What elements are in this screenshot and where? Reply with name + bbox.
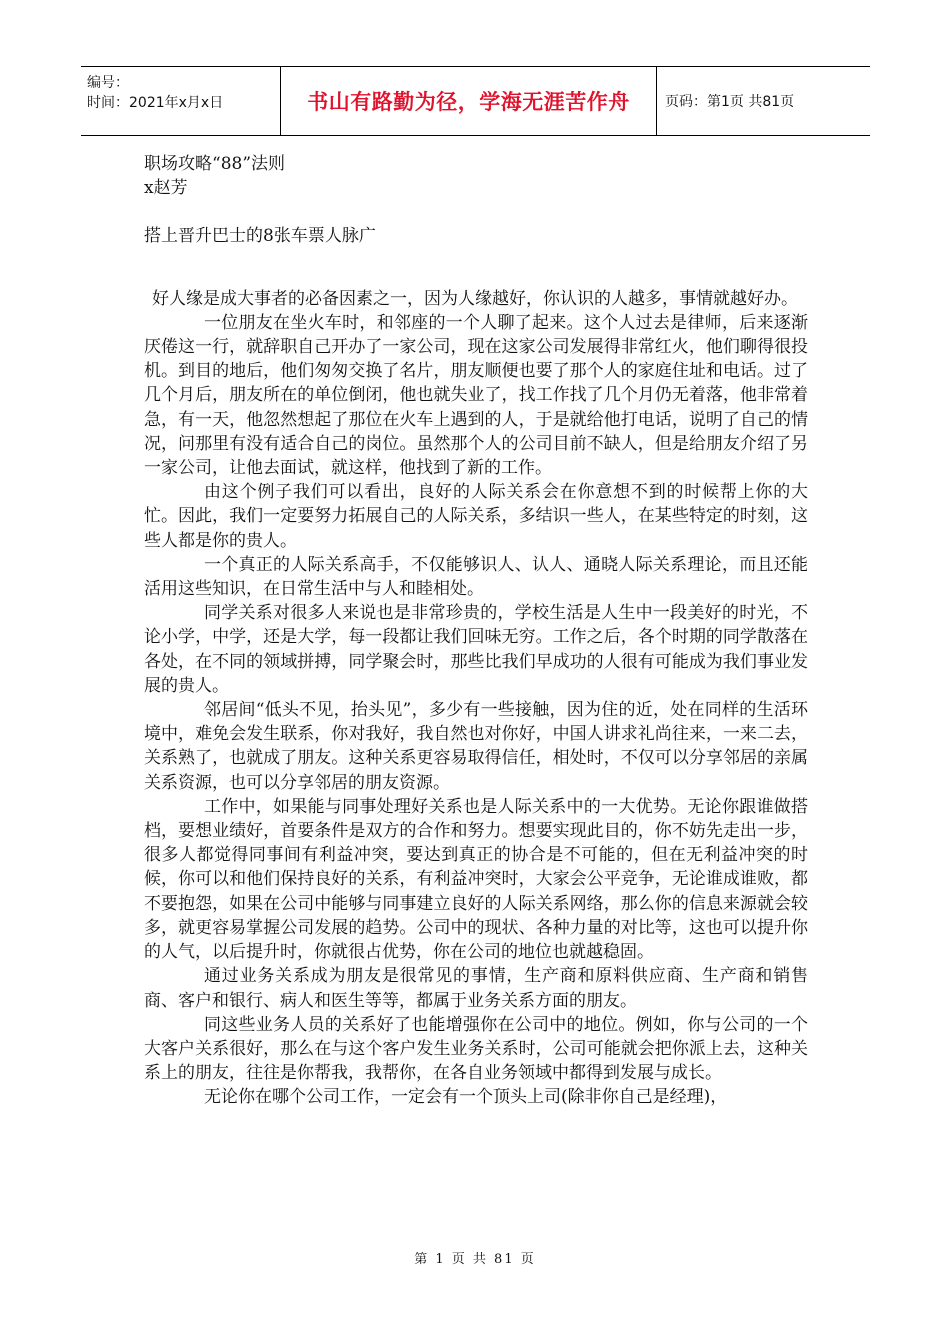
header-page-indicator: 页码：第1页 共81页 bbox=[665, 94, 795, 110]
paragraph: 工作中，如果能与同事处理好关系也是人际关系中的一大优势。无论你跟谁做搭档，要想业绩好，首要条件是双方的合作和努力。想要实现此目的，你不妨先走出一步，很多人都觉得同事间有利益冲突，要达到真正的协合是不可能的，但在无利益冲突的时候，你可以和他们保持良好的关系，有利益冲突时，大家会公平竞争，无论谁成谁败，都不要抱怨，如果在公司中能够与同事建立良好的人际关系网络，那么你的信息来源就会较多，就更容易掌握公司发展的趋势。公司中的现状、各种力量的对比等，这也可以提升你的人气，以后提升时，你就很占优势，你在公司的地位也就越稳固。 bbox=[144, 796, 808, 963]
paragraph: 通过业务关系成为朋友是很常见的事情，生产商和原料供应商、生产商和销售商、客户和银行、病人和医生等等，都属于业务关系方面的朋友。 bbox=[144, 966, 808, 1011]
paragraph: 一个真正的人际关系高手，不仅能够识人、认人、通晓人际关系理论，而且还能活用这些知识，在日常生活中与人和睦相处。 bbox=[144, 554, 808, 600]
header-motto: 书山有路勤为径，学海无涯苦作舟 bbox=[280, 67, 657, 135]
paragraph: 同这些业务人员的关系好了也能增强你在公司中的地位。例如，你与公司的一个大客户关系很好，那么在与这个客户发生业务关系时，公司可能就会把你派上去，这种关系上的朋友，往往是你帮我，我帮你，在各自业务领域中都得到发展与成长。 bbox=[144, 1014, 808, 1084]
document-title: 职场攻略“88”法则 bbox=[144, 154, 286, 174]
paragraph: 一位朋友在坐火车时，和邻座的一个人聊了起来。这个人过去是律师，后来逐渐厌倦这一行，就辞职自己开办了一家公司，现在这家公司发展得非常红火，他们聊得很投机。到目的地后，他们匆匆交换了名片，朋友顺便也要了那个人的家庭住址和电话。过了几个月后，朋友所在的单位倒闭，他也就失业了，找工作找了几个月仍无着落，他非常着急，有一天，他忽然想起了那位在火车上遇到的人，于是就给他打电话，说明了自己的情况，问那里有没有适合自己的岗位。虽然那个人的公司目前不缺人，但是给朋友介绍了另一家公司，让他去面试，就这样，他找到了新的工作。 bbox=[144, 312, 808, 479]
paragraph: 邻居间“低头不见，抬头见”，多少有一些接触，因为住的近，处在同样的生活环境中，难免会发生联系，你对我好，我自然也对你好，中国人讲求礼尚往来，一来二去，关系熟了，也就成了朋友。这种关系更容易取得信任，相处时，不仅可以分享邻居的亲属关系资源，也可以分享邻居的朋友资源。 bbox=[144, 700, 808, 793]
document-date-label: 时间：2021年x月x日 bbox=[87, 95, 224, 111]
header-table bbox=[81, 66, 870, 136]
paragraph: 同学关系对很多人来说也是非常珍贵的，学校生活是人生中一段美好的时光，不论小学，中学，还是大学，每一段都让我们回味无穷。工作之后，各个时期的同学散落在各处，在不同的领域拼搏，同学聚会时，那些比我们早成功的人很有可能成为我们事业发展的贵人。 bbox=[144, 603, 808, 696]
paragraph: 由这个例子我们可以看出，良好的人际关系会在你意想不到的时候帮上你的大忙。因此，我们一定要努力拓展自己的人际关系，多结识一些人，在某些特定的时刻，这些人都是你的贵人。 bbox=[144, 482, 808, 551]
paragraph: 无论你在哪个公司工作，一定会有一个顶头上司(除非你自己是经理)， bbox=[204, 1087, 728, 1108]
paragraph: 好人缘是成大事者的必备因素之一，因为人缘越好，你认识的人越多，事情就越好办。 bbox=[152, 288, 798, 309]
document-number-label: 编号： bbox=[87, 75, 129, 91]
page-footer: 第 1 页 共 81 页 bbox=[414, 1252, 536, 1267]
document-author: x赵芳 bbox=[144, 178, 188, 199]
document-body bbox=[144, 152, 808, 1110]
section-heading: 搭上晋升巴士的8张车票人脉广 bbox=[144, 226, 376, 247]
header-info-cell bbox=[81, 67, 280, 135]
